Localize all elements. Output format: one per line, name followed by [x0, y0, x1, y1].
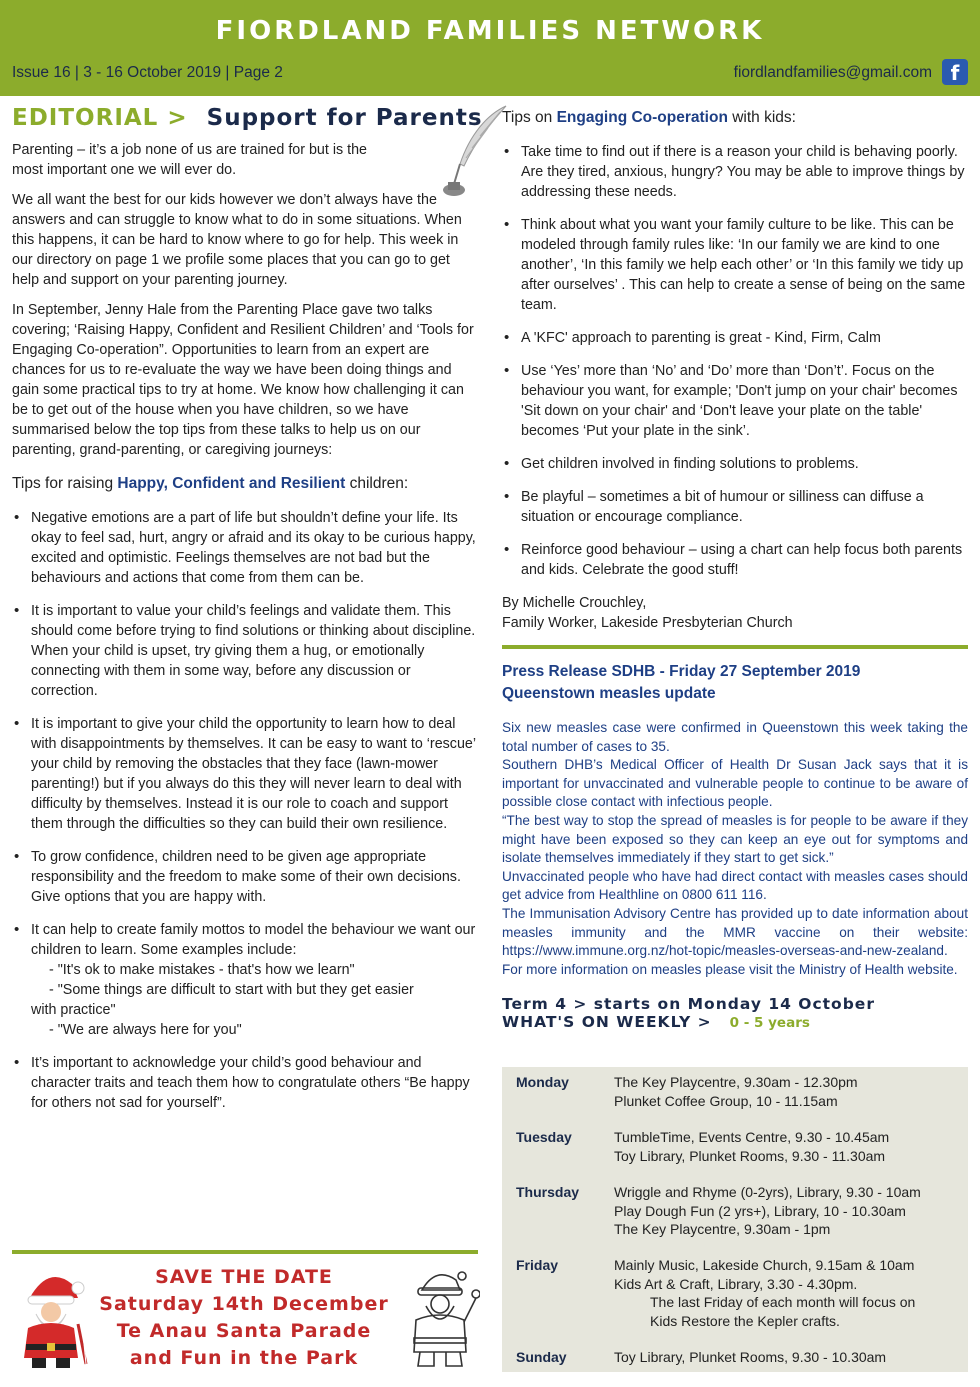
activity-note: The last Friday of each month will focus on	[650, 1294, 916, 1310]
press-line: “The best way to stop the spread of measles is for people to be aware if they might have been exposed so they can keep an eye out for symptoms and isolate themselves immediately if they start to get sick.”	[502, 812, 968, 866]
section-divider	[502, 645, 968, 649]
press-line: The Immunisation Advisory Centre has provided up to date information about measles immunity and the MMR vaccine on their website: https://www.immune.org.nz/hot-topic/measles-overseas-and-new-zealand. For more information on measles please visit the Ministry of Health website.	[502, 905, 968, 977]
tips-heading-resilient	[12, 474, 480, 494]
tips-heading-pre: Tips on	[502, 109, 557, 126]
motto-line: with practice"	[31, 1002, 116, 1018]
activity: Mainly Music, Lakeside Church, 9.15am & 10am	[614, 1257, 915, 1273]
editorial-column	[12, 104, 483, 1126]
schedule-activities	[614, 1183, 964, 1239]
press-release-title	[502, 661, 968, 705]
quill-pen-icon	[440, 102, 510, 202]
schedule-activities	[614, 1256, 964, 1330]
activity-note: Kids Restore the Kepler crafts.	[650, 1312, 840, 1329]
press-release-body	[502, 719, 968, 979]
contact-email[interactable]: fiordlandfamilies@gmail.com	[733, 64, 932, 81]
save-the-date-text	[94, 1264, 394, 1372]
press-line: Six new measles case were confirmed in Queenstown this week taking the total number of cases to 35.	[502, 720, 968, 754]
santa-outline-icon	[400, 1262, 480, 1368]
schedule-day: Tuesday	[516, 1129, 572, 1145]
age-range: 0 - 5 years	[729, 1015, 810, 1032]
press-line: Southern DHB’s Medical Officer of Health Dr Susan Jack says that it is important for unvaccinated and vulnerable people to continue to be aware of possible close contact with infectious people.	[502, 757, 968, 810]
header-banner	[0, 0, 980, 96]
issue-info: Issue 16 | 3 - 16 October 2019 | Page 2	[12, 64, 283, 81]
motto-intro: • It can help to create family mottos to model the behaviour we want our children to learn. Some examples include:	[31, 922, 476, 958]
schedule-activities	[614, 1348, 964, 1367]
save-the-date-line: SAVE THE DATE	[155, 1266, 333, 1288]
activity: Plunket Coffee Group, 10 - 11.15am	[614, 1092, 838, 1109]
editorial-title: Support for Parents	[206, 105, 483, 131]
save-the-date-line: and Fun in the Park	[129, 1347, 359, 1369]
term-start: Term 4 > starts on Monday 14 October	[502, 995, 875, 1014]
schedule-activities	[614, 1073, 964, 1110]
santa-color-icon	[12, 1264, 90, 1370]
list-item: • Be playful – sometimes a bit of humour or silliness can diffuse a situation or encourage compliance.	[502, 487, 968, 527]
weekly-heading	[502, 1013, 968, 1032]
list-item: • It is important to give your child the opportunity to learn how to deal with disappointments by themselves. It can be easy to want to ‘rescue’ your child by removing the obstacles that they face (lawn-mower parenting!) but if you always do this they will never learn to deal with difficulty by themselves. Instead it is our role to coach and support them through the difficulties so they can build their own resilience.	[12, 714, 480, 834]
activity: Kids Art & Craft, Library, 3.30 - 4.30pm.	[614, 1275, 858, 1292]
press-release-subtitle: Queenstown measles update	[502, 685, 716, 702]
right-column	[502, 104, 968, 1032]
schedule-day: Friday	[516, 1257, 559, 1273]
activity: Play Dough Fun (2 yrs+), Library, 10 - 10.30am	[614, 1202, 906, 1219]
editorial-label: EDITORIAL >	[12, 105, 188, 131]
press-release-title-line: Press Release SDHB - Friday 27 September 2019	[502, 663, 861, 680]
activity: The Key Playcentre, 9.30am - 1pm	[614, 1221, 831, 1237]
list-item: • Negative emotions are a part of life but shouldn’t define your life. Its okay to feel sad, hurt, angry or afraid and its okay to be curious happy, excited and optimistic. Feelings themselves are not bad but the behaviours and actions that come from them can be.	[12, 508, 480, 588]
tips-heading-bold: Engaging Co-operation	[556, 109, 728, 126]
tips-heading-post: children:	[345, 475, 409, 492]
list-item: • To grow confidence, children need to be given age appropriate responsibility and the freedom to make some of their own decisions. Give options that you are happy with.	[12, 847, 480, 907]
list-item: • Get children involved in finding solutions to problems.	[502, 454, 968, 474]
list-item: • Use ‘Yes’ more than ‘No’ and ‘Do’ more than ‘Don’t’. Focus on the behaviour you want, for example; 'Don't jump on your chair' becomes 'Sit down on your chair' and ‘Don't leave your plate on the table' becomes ‘Put your plate in the sink’.	[502, 361, 968, 441]
weekly-heading-text: WHAT'S ON WEEKLY >	[502, 1013, 712, 1032]
schedule-activities	[614, 1128, 964, 1165]
save-the-date-line: Saturday 14th December	[99, 1293, 389, 1315]
press-line: Unvaccinated people who have had direct contact with measles cases should get advice from Healthline on 0800 611 116.	[502, 868, 968, 903]
tips-heading-cooperation	[502, 108, 968, 128]
save-the-date-line: Te Anau Santa Parade	[116, 1320, 372, 1342]
schedule-day: Sunday	[516, 1349, 567, 1365]
schedule-day: Thursday	[516, 1184, 580, 1200]
save-the-date-box	[12, 1250, 480, 1370]
list-item: • A 'KFC' approach to parenting is great - Kind, Firm, Calm	[502, 328, 968, 348]
activity: Toy Library, Plunket Rooms, 9.30 - 10.30am	[614, 1349, 887, 1365]
motto-line: - "Some things are difficult to start with but they get easier	[49, 982, 414, 998]
facebook-icon[interactable]: f	[942, 59, 968, 85]
motto-line: - "We are always here for you"	[49, 1022, 242, 1038]
activity: The Key Playcentre, 9.30am - 12.30pm	[614, 1074, 858, 1090]
list-item: • It is important to value your child’s feelings and validate them. This should come before trying to find solutions or thinking about discipline. When your child is upset, try giving them a hug, or emotionally connecting with them in some way, before any discussion or correction.	[12, 601, 480, 701]
resilience-tips-list	[12, 508, 480, 1113]
byline-role: Family Worker, Lakeside Presbyterian Church	[502, 615, 793, 631]
editorial-heading	[12, 105, 483, 131]
byline: By Michelle Crouchley,	[502, 595, 647, 611]
motto-line: - "It's ok to make mistakes - that's how we learn"	[49, 962, 355, 978]
tips-heading-pre: Tips for raising	[12, 475, 118, 492]
list-item: • Think about what you want your family culture to be like. This can be modeled through family rules like: ‘In our family we are kind to one another’, ‘In this family we help each other’ or ‘In this family we tidy up after ourselves’ . This can help to create a sense of being on the same team.	[502, 215, 968, 315]
newsletter-title: FIORDLAND FAMILIES NETWORK	[215, 16, 765, 46]
editorial-paragraph: In September, Jenny Hale from the Parenting Place gave two talks covering; ‘Raising Happy, Confident and Resilient Children’ and ‘Tools for Engaging Co-operation”. Opportunities to learn from an expert are chances for us to re-evaluate the way we have been doing things and gain some practical tips to try at home. We know how challenging it can be to get out of the house when you have children, so we have summarised below the top tips from these talks to help us on our parenting, grand-parenting, or caregiving journeys:	[12, 302, 474, 458]
schedule-day: Monday	[516, 1074, 569, 1090]
section-divider	[12, 1250, 478, 1254]
list-item: • It’s important to acknowledge your child’s good behaviour and character traits and teach them how to congratulate others “Be happy for others not sad for yourself”.	[12, 1053, 480, 1113]
editorial-paragraph: Parenting – it’s a job none of us are trained for but is the most important one we will ever do.	[12, 142, 367, 178]
list-item: • Reinforce good behaviour – using a chart can help focus both parents and kids. Celebrate the good stuff!	[502, 540, 968, 580]
list-item-mottos	[12, 920, 480, 1040]
activity: Toy Library, Plunket Rooms, 9.30 - 11.30am	[614, 1147, 886, 1164]
term-heading	[502, 995, 968, 1032]
tips-heading-post: with kids:	[727, 109, 796, 126]
activity: TumbleTime, Events Centre, 9.30 - 10.45am	[614, 1129, 890, 1145]
weekly-schedule	[502, 1067, 968, 1372]
cooperation-tips-list	[502, 142, 968, 580]
editorial-paragraph: We all want the best for our kids however we don’t always have the answers and can struggle to know what to do in some situations. When this happens, it can be hard to know where to go for help. This week in our directory on page 1 we profile some places that you can go to get help and support on your parenting journey.	[12, 192, 462, 288]
tips-heading-bold: Happy, Confident and Resilient	[117, 475, 346, 492]
list-item: • Take time to find out if there is a reason your child is behaving poorly. Are they tired, anxious, hungry? You may be able to improve things by addressing these needs.	[502, 142, 968, 202]
activity: Wriggle and Rhyme (0-2yrs), Library, 9.30 - 10am	[614, 1184, 921, 1200]
